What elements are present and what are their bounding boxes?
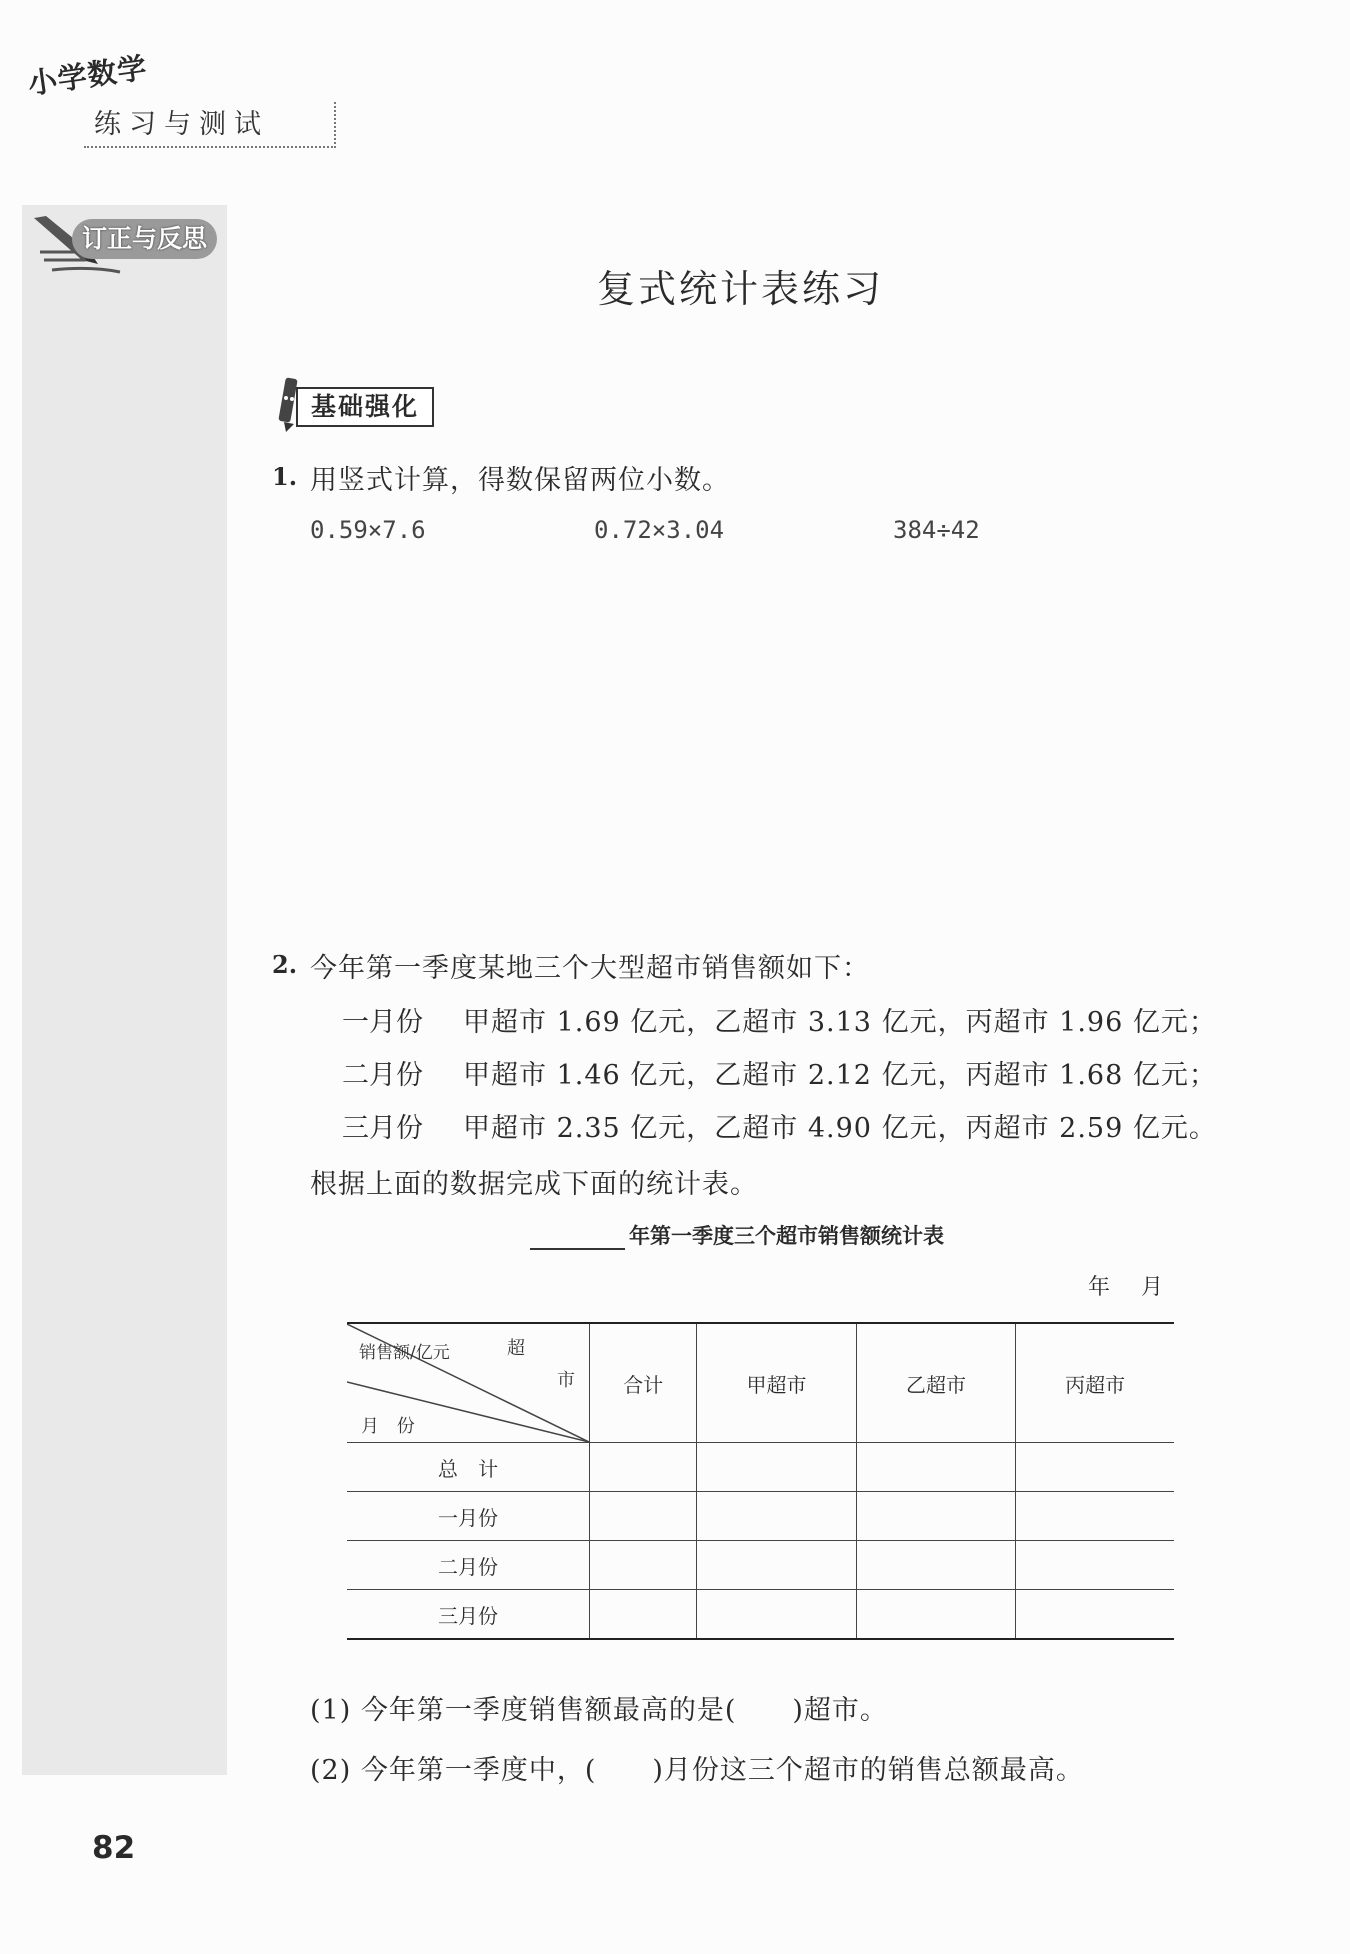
table-corner-header [347,1323,590,1443]
table-cell[interactable] [590,1443,697,1492]
date-label: 年 月 [1088,1275,1163,1300]
table-caption [530,1220,944,1250]
header-bing: 丙超市 [1016,1323,1174,1443]
question-1-number: 1. [272,462,298,491]
correction-sidebar [22,205,227,1775]
corner-mid: 销售额/亿元 [359,1343,450,1363]
question-2-text: 今年第一季度某地三个大型超市销售额如下： [310,953,870,984]
table-cell[interactable] [1016,1590,1174,1640]
calc-1: 0.59×7.6 [310,516,426,544]
table-cell[interactable] [856,1443,1016,1492]
brand-subtitle: 练习与测试 [84,102,336,148]
header-total: 合计 [590,1323,697,1443]
question-2-number: 2. [272,950,298,979]
table-cell[interactable] [590,1492,697,1541]
question-1-text: 用竖式计算，得数保留两位小数。 [310,465,730,496]
month-data-3: 甲超市 2.35 亿元，乙超市 4.90 亿元，丙超市 2.59 亿元。 [463,1113,1217,1144]
month-label-1: 一月份 [342,1007,423,1038]
table-cell[interactable] [590,1590,697,1640]
month-data-1: 甲超市 1.69 亿元，乙超市 3.13 亿元，丙超市 1.96 亿元； [463,1007,1217,1038]
row-label-jan: 一月份 [347,1492,590,1541]
year-blank[interactable] [530,1248,625,1250]
table-cell[interactable] [1016,1541,1174,1590]
row-label-total: 总 计 [347,1443,590,1492]
table-caption-text: 年第一季度三个超市销售额统计表 [629,1224,944,1248]
table-cell[interactable] [856,1492,1016,1541]
page-title: 复式统计表练习 [597,267,885,311]
header-jia: 甲超市 [697,1323,857,1443]
sales-statistics-table [347,1322,1174,1640]
month-label-2: 二月份 [342,1060,423,1091]
brand-title: 小学数学 [25,50,150,101]
calc-2: 0.72×3.04 [594,516,725,544]
row-label-feb: 二月份 [347,1541,590,1590]
month-data-2: 甲超市 1.46 亿元，乙超市 2.12 亿元，丙超市 1.68 亿元； [463,1060,1217,1091]
month-label-3: 三月份 [342,1113,423,1144]
corner-top: 超 [507,1338,525,1359]
sub-question-2: (2) 今年第一季度中，( )月份这三个超市的销售总额最高。 [310,1755,1084,1786]
calc-3: 384÷42 [893,516,980,544]
table-cell[interactable] [590,1541,697,1590]
sub-question-1: (1) 今年第一季度销售额最高的是( )超市。 [310,1695,888,1726]
section-label: 基础强化 [296,387,434,427]
row-label-mar: 三月份 [347,1590,590,1640]
table-cell[interactable] [697,1492,857,1541]
correction-label: 订正与反思 [72,219,217,259]
table-cell[interactable] [697,1443,857,1492]
table-cell[interactable] [856,1590,1016,1640]
table-cell[interactable] [697,1541,857,1590]
table-instruction: 根据上面的数据完成下面的统计表。 [310,1169,758,1200]
table-cell[interactable] [697,1590,857,1640]
header-yi: 乙超市 [856,1323,1016,1443]
page-number: 82 [92,1830,136,1866]
table-cell[interactable] [1016,1443,1174,1492]
corner-bottom: 月 份 [361,1416,415,1437]
corner-right: 市 [557,1370,575,1391]
table-cell[interactable] [856,1541,1016,1590]
table-cell[interactable] [1016,1492,1174,1541]
